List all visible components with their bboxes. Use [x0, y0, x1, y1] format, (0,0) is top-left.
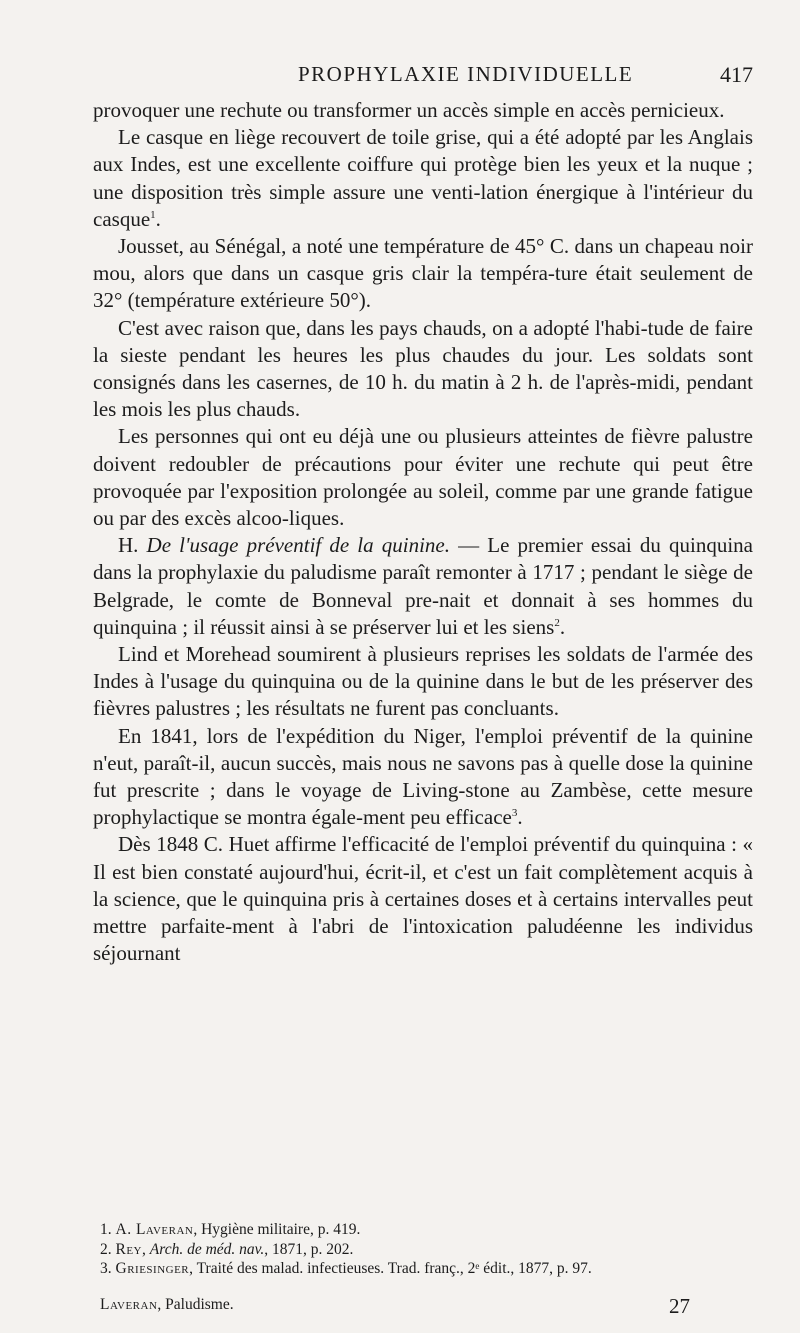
paragraph: C'est avec raison que, dans les pays chauds, on a adopté l'habi-tude de faire la sieste pendant les heures les plus chaudes du jour. Les soldats sont consignés dans les casernes, de 10 h. du matin à 2 h. de l'après-midi, pendant les mois les plus chauds. — [93, 315, 753, 422]
footnote-ref: 3 — [511, 807, 518, 820]
footnote: 1. A. Laveran, Hygiène militaire, p. 419. — [100, 1221, 361, 1238]
paragraph: provoquer une rechute ou transformer un accès simple en accès pernicieux. — [93, 98, 725, 122]
footnote-author: Griesinger — [115, 1260, 190, 1277]
section-paragraph: H. De l'usage préventif de la quinine. — Le premier essai du quinquina dans la prophylaxie du paludisme paraît remonter à 1717 ; pendant le siège de Belgrade, le comte de Bonneval pre-nait et donnait à ses hommes du quinquina ; il réussit ainsi à se préserver lui et les siens$^2$. — [93, 533, 753, 639]
signature-mark: 27 — [669, 1294, 690, 1318]
footnote-author: A. Laveran — [115, 1221, 194, 1238]
paragraph: Les personnes qui ont eu déjà une ou plusieurs atteintes de fièvre palustre doivent redoubler de précautions pour éviter une rechute qui peut être provoquée par l'exposition prolongée au soleil, comme par une grande fatigue ou par des excès alcoo-liques. — [93, 424, 753, 531]
section-title: De l'usage préventif de la quinine. — [146, 533, 450, 558]
paragraph: En 1841, lors de l'expédition du Niger, l'emploi préventif de la quinine n'eut, paraît-il, aucun succès, mais nous ne savons pas à quelle dose la quinine fut prescrite ; dans le voyage de Living-stone au Zambèse, cette mesure prophylactique se montra égale-ment peu efficace$^3$. — [93, 723, 753, 830]
footnote-ref: 1 — [150, 208, 156, 221]
footnote: 2. Rey, Arch. de méd. nav., 1871, p. 202. — [100, 1240, 354, 1258]
section-number: H. — [118, 533, 139, 558]
footnotes — [100, 1220, 750, 1279]
body-text — [93, 97, 753, 968]
footnote-author: Rey — [115, 1240, 143, 1258]
page-footer — [100, 1296, 750, 1320]
page-header — [93, 62, 753, 92]
paragraph: Jousset, au Sénégal, a noté une température de 45° C. dans un chapeau noir mou, alors que dans un casque gris clair la tempéra-ture était seulement de 32° (température extérieure 50°). — [93, 234, 753, 313]
paragraph: Le casque en liège recouvert de toile grise, qui a été adopté par les Anglais aux Indes, est une excellente coiffure qui protège bien les yeux et la nuque ; une disposition très simple assure une venti-lation énergique à l'intérieur du casque$^1$. — [93, 125, 753, 231]
running-head: PROPHYLAXIE INDIVIDUELLE — [298, 62, 634, 86]
footnote-ref: 2 — [554, 616, 560, 629]
paragraph: Lind et Morehead soumirent à plusieurs reprises les soldats de l'armée des Indes à l'usage du quinquina ou de la quinine dans le but de les préserver des fièvres palustres ; les résultats ne furent pas concluants. — [93, 642, 753, 721]
paragraph: Dès 1848 C. Huet affirme l'efficacité de l'emploi préventif du quinquina : « Il est bien constaté aujourd'hui, écrit-il, et c'est un fait complètement acquis à la science, que le quinquina pris à certaines doses et à certains intervalles peut mettre parfaite-ment à l'abri de l'intoxication paludéenne les individus séjournant — [93, 832, 753, 966]
footer-work: Laveran, Paludisme. — [100, 1296, 234, 1313]
page-number: 417 — [720, 62, 753, 87]
footnote: 3. Griesinger, Traité des malad. infectieuses. Trad. franç., 2ᵉ édit., 1877, p. 97. — [100, 1260, 592, 1277]
